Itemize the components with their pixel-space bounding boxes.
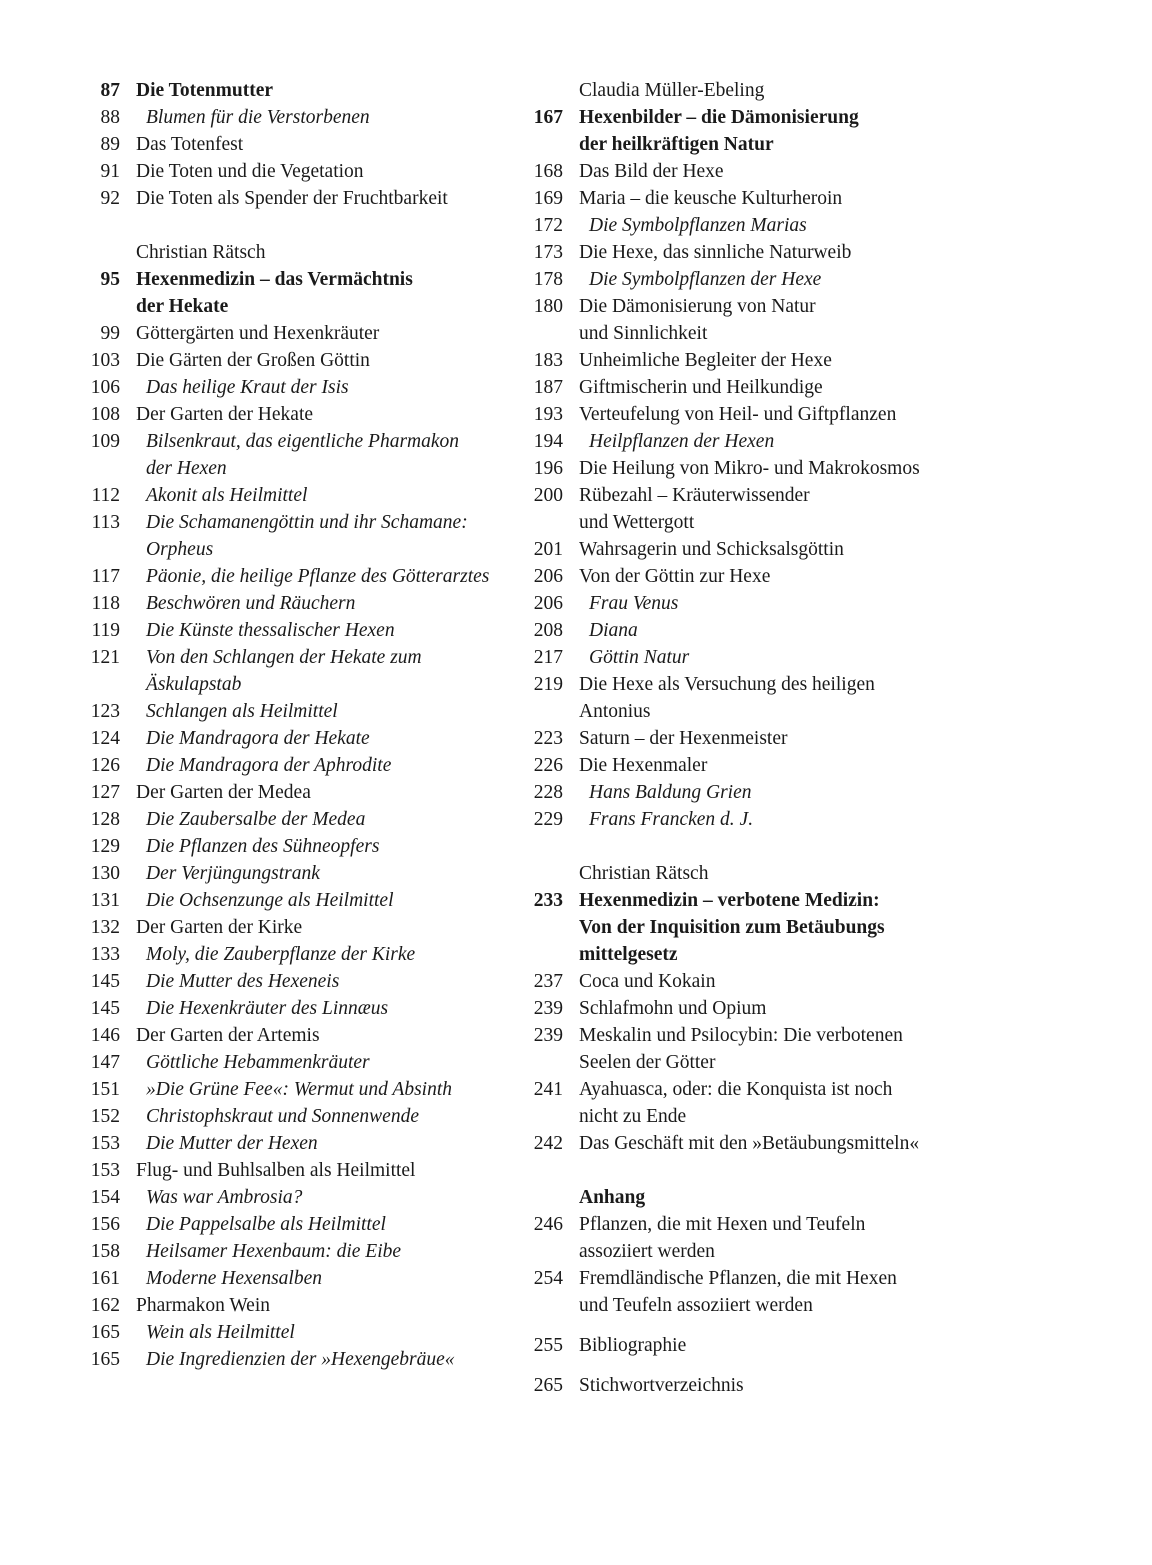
toc-entry (86, 1157, 516, 1184)
page-number: 109 (90, 431, 120, 452)
toc-entry (529, 239, 1129, 266)
toc-entry (86, 185, 516, 212)
toc-entry (86, 806, 516, 833)
entry-title: Die Künste thessalischer Hexen (146, 620, 395, 641)
entry-title: Hexenmedizin – verbotene Medizin: Von der Inquisition zum Betäubungs mittelgesetz (579, 890, 885, 965)
page-number: 196 (533, 458, 563, 479)
entry-title: Coca und Kokain (579, 971, 716, 992)
entry-title: Heilsamer Hexenbaum: die Eibe (146, 1241, 402, 1262)
page-number: 265 (533, 1375, 563, 1396)
section-gap (529, 1319, 1129, 1332)
toc-entry (529, 1332, 1129, 1359)
toc-entry (86, 1049, 516, 1076)
entry-title: Meskalin und Psilocybin: Die verbotenen Seelen der Götter (579, 1025, 903, 1073)
toc-entry (529, 806, 1129, 833)
toc-entry (86, 428, 516, 482)
page-number: 180 (533, 296, 563, 317)
toc-entry (529, 995, 1129, 1022)
toc-chapter (529, 887, 1129, 968)
toc-entry (86, 752, 516, 779)
entry-title: Die Ingredienzien der »Hexengebräue« (146, 1349, 455, 1370)
page-number: 165 (90, 1349, 120, 1370)
entry-title: Der Garten der Artemis (136, 1025, 320, 1046)
page-number: 187 (533, 377, 563, 398)
entry-title: Fremdländische Pflanzen, die mit Hexen und Teufeln assoziiert werden (579, 1268, 897, 1316)
entry-title: Diana (589, 620, 638, 641)
toc-chapter (86, 266, 516, 320)
page-number: 132 (90, 917, 120, 938)
entry-title: Die Symbolpflanzen Marias (589, 215, 807, 236)
entry-title: Die Symbolpflanzen der Hexe (589, 269, 822, 290)
page-number: 113 (91, 512, 120, 533)
page-number: 165 (90, 1322, 120, 1343)
toc-entry (529, 1211, 1129, 1265)
toc-entry (529, 752, 1129, 779)
entry-title: Die Dämonisierung von Natur und Sinnlichkeit (579, 296, 816, 344)
toc-entry (86, 725, 516, 752)
entry-title: Schlafmohn und Opium (579, 998, 767, 1019)
toc-entry (86, 1076, 516, 1103)
entry-title: Die Hexe als Versuchung des heiligen Antonius (579, 674, 875, 722)
toc-entry (86, 1319, 516, 1346)
page-number (529, 77, 563, 104)
page-number: 106 (90, 377, 120, 398)
entry-title: Der Garten der Medea (136, 782, 311, 803)
toc-chapter (529, 1184, 1129, 1211)
page-number: 168 (533, 161, 563, 182)
entry-title: Die Hexe, das sinnliche Naturweib (579, 242, 852, 263)
toc-entry (86, 860, 516, 887)
toc-left-column (86, 77, 516, 1373)
page-number: 153 (90, 1160, 120, 1181)
toc-entry (529, 212, 1129, 239)
toc-entry (86, 995, 516, 1022)
toc-entry (529, 428, 1129, 455)
entry-title: Anhang (579, 1187, 646, 1208)
toc-entry (86, 509, 516, 563)
entry-title: »Die Grüne Fee«: Wermut und Absinth (146, 1079, 453, 1100)
toc-author (86, 239, 516, 266)
page-number: 99 (100, 323, 120, 344)
toc-entry (86, 374, 516, 401)
page-number: 242 (533, 1133, 563, 1154)
page-number: 123 (90, 701, 120, 722)
page-number: 153 (90, 1133, 120, 1154)
entry-title: Heilpflanzen der Hexen (589, 431, 775, 452)
page-number: 121 (90, 647, 120, 668)
entry-title: Göttergärten und Hexenkräuter (136, 323, 380, 344)
entry-title: Die Pflanzen des Sühneopfers (146, 836, 380, 857)
toc-entry (529, 1022, 1129, 1076)
entry-title: Rübezahl – Kräuterwissender und Wettergott (579, 485, 810, 533)
page-number: 246 (533, 1214, 563, 1235)
toc-entry (529, 266, 1129, 293)
page-number: 219 (533, 674, 563, 695)
entry-title: Die Mandragora der Hekate (146, 728, 370, 749)
toc-entry (529, 1076, 1129, 1130)
toc-entry (529, 374, 1129, 401)
entry-title: Von den Schlangen der Hekate zum Äskulapstab (146, 647, 422, 695)
entry-title: Pharmakon Wein (136, 1295, 271, 1316)
entry-title: Giftmischerin und Heilkundige (579, 377, 823, 398)
page-number: 130 (90, 863, 120, 884)
entry-title: Moly, die Zauberpflanze der Kirke (146, 944, 416, 965)
page-number (529, 860, 563, 887)
page-number: 147 (90, 1052, 120, 1073)
toc-entry (86, 698, 516, 725)
page-number: 239 (533, 1025, 563, 1046)
entry-title: Pflanzen, die mit Hexen und Teufeln assoziiert werden (579, 1214, 866, 1262)
page-number: 208 (533, 620, 563, 641)
entry-title: Die Hexenkräuter des Linnæus (146, 998, 389, 1019)
page-number: 95 (100, 269, 120, 290)
toc-entry (529, 617, 1129, 644)
toc-entry (86, 158, 516, 185)
page-number: 133 (90, 944, 120, 965)
page-number: 233 (533, 890, 563, 911)
entry-title: Saturn – der Hexenmeister (579, 728, 788, 749)
toc-entry (86, 887, 516, 914)
entry-title: Das heilige Kraut der Isis (146, 377, 349, 398)
entry-title: Die Ochsenzunge als Heilmittel (146, 890, 394, 911)
page-number: 92 (100, 188, 120, 209)
toc-entry (86, 1211, 516, 1238)
toc-entry (86, 320, 516, 347)
entry-title: Die Totenmutter (136, 80, 274, 101)
page-number: 117 (91, 566, 120, 587)
toc-entry (529, 725, 1129, 752)
toc-author (529, 860, 1129, 887)
page-number: 87 (100, 80, 120, 101)
toc-entry (529, 779, 1129, 806)
page-number: 88 (100, 107, 120, 128)
toc-entry (86, 590, 516, 617)
toc-author (529, 77, 1129, 104)
toc-entry (529, 671, 1129, 725)
toc-entry (86, 1292, 516, 1319)
page-number: 200 (533, 485, 563, 506)
toc-entry (86, 401, 516, 428)
toc-entry (86, 1265, 516, 1292)
toc-entry (529, 347, 1129, 374)
toc-entry (86, 347, 516, 374)
entry-title: Päonie, die heilige Pflanze des Götterarztes (146, 566, 490, 587)
entry-title: Der Garten der Hekate (136, 404, 314, 425)
toc-entry (86, 968, 516, 995)
toc-entry (529, 590, 1129, 617)
page-number: 129 (90, 836, 120, 857)
toc-entry (529, 644, 1129, 671)
page-number: 169 (533, 188, 563, 209)
page-number: 223 (533, 728, 563, 749)
page-number: 89 (100, 134, 120, 155)
toc-entry (86, 131, 516, 158)
toc-entry (529, 1265, 1129, 1319)
toc-entry (529, 185, 1129, 212)
toc-chapter (86, 77, 516, 104)
toc-right-column (529, 77, 1129, 1399)
entry-title: Der Garten der Kirke (136, 917, 303, 938)
toc-chapter (529, 104, 1129, 158)
entry-title: Akonit als Heilmittel (146, 485, 308, 506)
entry-title: Maria – die keusche Kulturheroin (579, 188, 843, 209)
toc-entry (86, 941, 516, 968)
entry-title: Die Toten als Spender der Fruchtbarkeit (136, 188, 448, 209)
entry-title: Göttliche Hebammenkräuter (146, 1052, 370, 1073)
entry-title: Die Gärten der Großen Göttin (136, 350, 370, 371)
section-spacer (86, 212, 516, 239)
page-number: 183 (533, 350, 563, 371)
toc-entry (86, 563, 516, 590)
page-number: 201 (533, 539, 563, 560)
toc-entry (529, 968, 1129, 995)
toc-entry (86, 644, 516, 698)
entry-title: Bibliographie (579, 1335, 687, 1356)
entry-title: Die Heilung von Mikro- und Makrokosmos (579, 458, 920, 479)
toc-entry (86, 1022, 516, 1049)
toc-entry (86, 104, 516, 131)
entry-title: Bilsenkraut, das eigentliche Pharmakon der Hexen (146, 431, 460, 479)
page-number: 217 (533, 647, 563, 668)
section-gap (529, 1359, 1129, 1372)
entry-title: Das Geschäft mit den »Betäubungsmitteln« (579, 1133, 920, 1154)
page-number: 158 (90, 1241, 120, 1262)
page-number: 239 (533, 998, 563, 1019)
entry-title: Hans Baldung Grien (589, 782, 752, 803)
page-number: 124 (90, 728, 120, 749)
entry-title: Unheimliche Begleiter der Hexe (579, 350, 832, 371)
entry-title: Frans Francken d. J. (589, 809, 754, 830)
entry-title: Christian Rätsch (136, 242, 266, 263)
page-number: 254 (533, 1268, 563, 1289)
page-number: 194 (533, 431, 563, 452)
entry-title: Die Schamanengöttin und ihr Schamane: Orpheus (146, 512, 468, 560)
entry-title: Beschwören und Räuchern (146, 593, 356, 614)
toc-entry (86, 1346, 516, 1373)
toc-entry (86, 482, 516, 509)
entry-title: Die Mutter des Hexeneis (146, 971, 340, 992)
page-number: 145 (90, 998, 120, 1019)
toc-entry (529, 455, 1129, 482)
section-spacer (529, 833, 1129, 860)
page-number: 128 (90, 809, 120, 830)
toc-entry (86, 1103, 516, 1130)
page-number: 167 (533, 107, 563, 128)
toc-entry (529, 158, 1129, 185)
page-number: 126 (90, 755, 120, 776)
page-number: 255 (533, 1335, 563, 1356)
page-number: 228 (533, 782, 563, 803)
entry-title: Die Mutter der Hexen (146, 1133, 318, 1154)
entry-title: Blumen für die Verstorbenen (146, 107, 370, 128)
entry-title: Die Mandragora der Aphrodite (146, 755, 392, 776)
toc-entry (86, 617, 516, 644)
page-number: 91 (100, 161, 120, 182)
entry-title: Die Zaubersalbe der Medea (146, 809, 366, 830)
page-number: 118 (91, 593, 120, 614)
page-number: 172 (533, 215, 563, 236)
page-number: 127 (90, 782, 120, 803)
entry-title: Das Totenfest (136, 134, 244, 155)
entry-title: Schlangen als Heilmittel (146, 701, 338, 722)
page-number: 151 (90, 1079, 120, 1100)
page-number: 112 (91, 485, 120, 506)
page-number: 173 (533, 242, 563, 263)
entry-title: Die Toten und die Vegetation (136, 161, 364, 182)
page-number: 193 (533, 404, 563, 425)
toc-entry (86, 1238, 516, 1265)
page-number: 241 (533, 1079, 563, 1100)
toc-entry (86, 1184, 516, 1211)
toc-entry (86, 1130, 516, 1157)
entry-title: Ayahuasca, oder: die Konquista ist noch nicht zu Ende (579, 1079, 893, 1127)
page-number: 145 (90, 971, 120, 992)
entry-title: Christian Rätsch (579, 863, 709, 884)
toc-entry (529, 563, 1129, 590)
page-number: 206 (533, 566, 563, 587)
toc-entry (529, 293, 1129, 347)
entry-title: Der Verjüngungstrank (146, 863, 320, 884)
page-number (86, 239, 120, 266)
toc-entry (529, 1130, 1129, 1157)
page-number: 178 (533, 269, 563, 290)
entry-title: Wein als Heilmittel (146, 1322, 295, 1343)
page-number: 162 (90, 1295, 120, 1316)
entry-title: Wahrsagerin und Schicksalsgöttin (579, 539, 844, 560)
entry-title: Claudia Müller-Ebeling (579, 80, 765, 101)
entry-title: Die Hexenmaler (579, 755, 708, 776)
entry-title: Stichwortverzeichnis (579, 1375, 744, 1396)
page-number: 119 (91, 620, 120, 641)
toc-entry (86, 779, 516, 806)
toc-entry (529, 536, 1129, 563)
toc-entry (86, 914, 516, 941)
page-number: 226 (533, 755, 563, 776)
entry-title: Verteufelung von Heil- und Giftpflanzen (579, 404, 897, 425)
toc-entry (529, 401, 1129, 428)
toc-entry (529, 1372, 1129, 1399)
entry-title: Frau Venus (589, 593, 679, 614)
page-number: 229 (533, 809, 563, 830)
page-number: 154 (90, 1187, 120, 1208)
entry-title: Von der Göttin zur Hexe (579, 566, 771, 587)
page-number (529, 1184, 563, 1211)
entry-title: Was war Ambrosia? (146, 1187, 303, 1208)
entry-title: Moderne Hexensalben (146, 1268, 322, 1289)
page-number: 206 (533, 593, 563, 614)
entry-title: Flug- und Buhlsalben als Heilmittel (136, 1160, 416, 1181)
toc-entry (529, 482, 1129, 536)
page-number: 156 (90, 1214, 120, 1235)
page-number: 152 (90, 1106, 120, 1127)
entry-title: Göttin Natur (589, 647, 690, 668)
entry-title: Hexenmedizin – das Vermächtnis der Hekate (136, 269, 413, 317)
section-spacer (529, 1157, 1129, 1184)
page-number: 131 (90, 890, 120, 911)
entry-title: Die Pappelsalbe als Heilmittel (146, 1214, 386, 1235)
page-number: 161 (90, 1268, 120, 1289)
page-number: 103 (90, 350, 120, 371)
entry-title: Christophskraut und Sonnenwende (146, 1106, 419, 1127)
entry-title: Hexenbilder – die Dämonisierung der heilkräftigen Natur (579, 107, 859, 155)
toc-entry (86, 833, 516, 860)
entry-title: Das Bild der Hexe (579, 161, 724, 182)
page-number: 237 (533, 971, 563, 992)
page-number: 146 (90, 1025, 120, 1046)
page-number: 108 (90, 404, 120, 425)
